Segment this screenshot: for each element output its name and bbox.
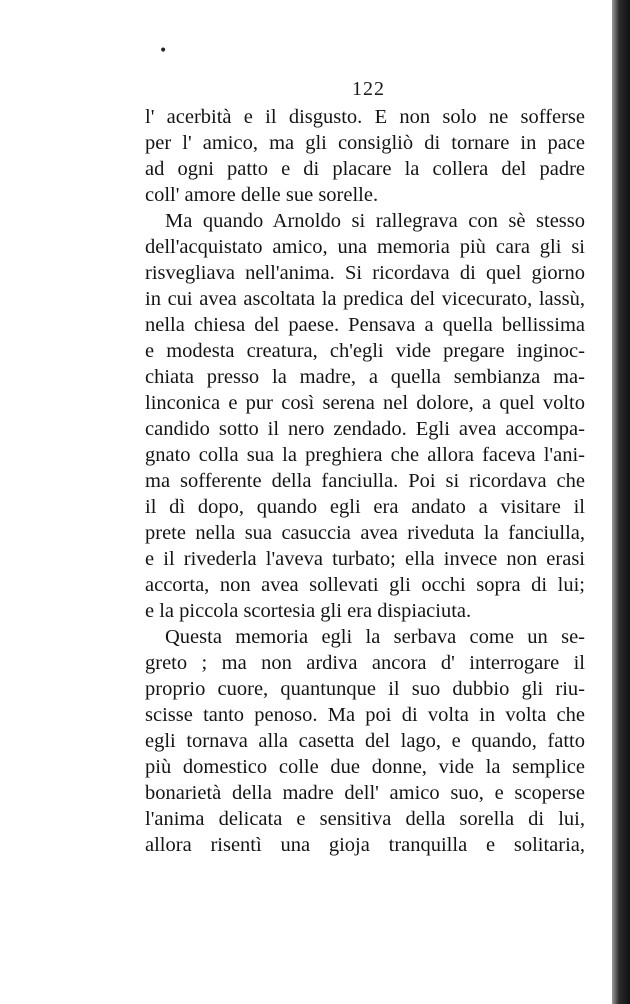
text-line: accorta, non avea sollevati gli occhi sopra di lui; [145,574,585,596]
text-line: dell'acquistato amico, una memoria più cara gli si [145,236,585,258]
text-line: in cui avea ascoltata la predica del vicecurato, lassù, [145,288,585,310]
text-line: il dì dopo, quando egli era andato a visitare il [145,496,585,518]
text-line: allora risentì una gioja tranquilla e solitaria, [145,834,585,856]
text-line: gnato colla sua la preghiera che allora faceva l'ani- [145,444,585,466]
text-line: risvegliava nell'anima. Si ricordava di quel giorno [145,262,585,284]
text-line: Ma quando Arnoldo si rallegrava con sè stesso [165,210,585,232]
text-line: bonarietà della madre dell' amico suo, e scoperse [145,782,585,804]
text-line: linconica e pur così serena nel dolore, a quel volto [145,392,585,414]
text-line: l'anima delicata e sensitiva della sorella di lui, [145,808,585,830]
text-line: chiata presso la madre, a quella sembianza ma- [145,366,585,388]
text-line: e la piccola scortesia gli era dispiaciuta. [145,600,472,622]
text-line: proprio cuore, quantunque il suo dubbio gli riu- [145,678,585,700]
page-number: 122 [352,78,385,100]
text-line: scisse tanto penoso. Ma poi di volta in volta che [145,704,585,726]
body-text [145,104,585,858]
text-line: ma sofferente della fanciulla. Poi si ricordava che [145,470,585,492]
text-line: ad ogni patto e di placare la collera del padre [145,158,585,180]
text-line: più domestico colle due donne, vide la semplice [145,756,585,778]
text-line: prete nella sua casuccia avea riveduta la fanciulla, [145,522,585,544]
book-gutter [612,0,630,1004]
text-line: candido sotto il nero zendado. Egli avea accompa- [145,418,585,440]
text-line: Questa memoria egli la serbava come un se- [165,626,585,648]
text-line: l' acerbità e il disgusto. E non solo ne sofferse [145,106,585,128]
text-line: e il rivederla l'aveva turbato; ella invece non erasi [145,548,585,570]
ink-speck: • [159,43,168,59]
text-line: coll' amore delle sue sorelle. [145,184,379,206]
text-line: nella chiesa del paese. Pensava a quella bellissima [145,314,585,336]
text-line: greto ; ma non ardiva ancora d' interrogare il [145,652,585,674]
text-line: egli tornava alla casetta del lago, e quando, fatto [145,730,585,752]
text-line: e modesta creatura, ch'egli vide pregare inginoc- [145,340,585,362]
text-line: per l' amico, ma gli consigliò di tornare in pace [145,132,585,154]
